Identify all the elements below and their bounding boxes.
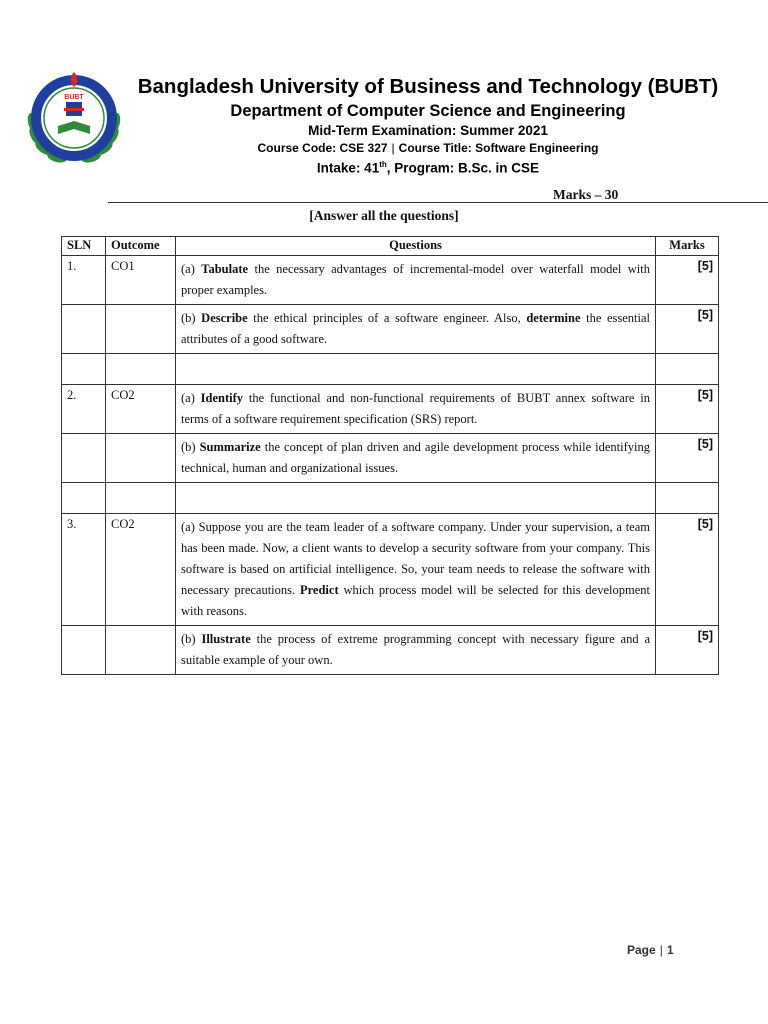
bubt-seal-icon (22, 66, 126, 170)
sln-cell (62, 305, 106, 354)
intake-ordinal: th (379, 160, 387, 169)
question-keyword: Summarize (199, 440, 261, 454)
header-questions: Questions (176, 237, 656, 256)
university-name: Bangladesh University of Business and Technology (BUBT) (137, 75, 719, 98)
question-text (176, 385, 656, 434)
question-keyword: Tabulate (201, 262, 249, 276)
part-label: (b) (181, 632, 202, 646)
page-footer (627, 943, 674, 957)
department-name: Department of Computer Science and Engineering (230, 102, 626, 120)
page-separator: | (659, 943, 663, 957)
spacer-row (62, 354, 719, 385)
table-row (62, 434, 719, 483)
marks-cell: [5] (656, 256, 719, 305)
marks-cell: [5] (656, 385, 719, 434)
table-row (62, 514, 719, 626)
sln-cell: 2. (62, 385, 106, 434)
spacer-row (62, 483, 719, 514)
question-body: the necessary advantages of incremental-model over waterfall model with proper examples. (181, 262, 650, 297)
part-label: (b) (181, 440, 200, 454)
table-row (62, 385, 719, 434)
program-label: , Program: B.Sc. in CSE (386, 160, 540, 176)
question-keyword: Predict (299, 583, 339, 597)
header-sln: SLN (62, 237, 106, 256)
part-label: (a) (181, 262, 202, 276)
question-body: (a) Suppose you are the team leader of a software company. Under your supervision, a team has been made. Now, a client wants to develop a security software from your company. This software is based on artificial intelligence. So, your team needs to release the software with necessary precautions. (181, 520, 650, 597)
question-text (176, 626, 656, 675)
university-logo (22, 66, 126, 170)
exam-title: Mid-Term Examination: Summer 2021 (308, 123, 548, 138)
course-separator: | (391, 141, 395, 155)
question-body: which process model will be selected for this development with reasons. (181, 583, 650, 618)
question-body: the process of extreme programming concept with necessary figure and a suitable example of your own. (181, 632, 650, 667)
marks-cell: [5] (656, 626, 719, 675)
marks-cell: [5] (656, 305, 719, 354)
table-row (62, 626, 719, 675)
question-text (176, 514, 656, 626)
question-body: the essential attributes of a good software. (181, 311, 651, 346)
outcome-cell: CO2 (106, 514, 176, 626)
question-body: the concept of plan driven and agile development process while identifying technical, human and organizational issues. (181, 440, 650, 475)
header-divider (108, 202, 768, 203)
question-text (176, 305, 656, 354)
outcome-cell (106, 626, 176, 675)
course-line (128, 140, 728, 156)
question-keyword: Identify (200, 391, 244, 405)
header-marks: Marks (656, 237, 719, 256)
sln-cell (62, 434, 106, 483)
part-label: (b) (181, 311, 202, 325)
course-title: Course Title: Software Engineering (398, 141, 599, 155)
header-outcome: Outcome (106, 237, 176, 256)
outcome-cell: CO1 (106, 256, 176, 305)
part-label: (a) (181, 391, 201, 405)
sln-cell: 3. (62, 514, 106, 626)
logo-text: BUBT (64, 94, 84, 101)
question-text (176, 256, 656, 305)
marks-cell: [5] (656, 434, 719, 483)
question-keyword: determine (526, 311, 581, 325)
question-body: the functional and non-functional requirements of BUBT annex software in terms of a software requirement specification (SRS) report. (181, 391, 650, 426)
total-marks: Marks – 30 (553, 187, 619, 202)
table-row (62, 256, 719, 305)
sln-cell (62, 626, 106, 675)
instruction: [Answer all the questions] (309, 208, 459, 223)
table-row (62, 305, 719, 354)
intake-line (128, 156, 728, 178)
page-label: Page (627, 943, 656, 957)
outcome-cell: CO2 (106, 385, 176, 434)
question-text (176, 434, 656, 483)
questions-table (61, 236, 719, 675)
page-number: 1 (666, 943, 674, 957)
intake-label: Intake: 41 (316, 160, 380, 176)
course-code: Course Code: CSE 327 (257, 141, 388, 155)
exam-header (128, 74, 728, 178)
question-keyword: Illustrate (201, 632, 251, 646)
question-body: the ethical principles of a software engineer. Also, (247, 311, 527, 325)
outcome-cell (106, 305, 176, 354)
outcome-cell (106, 434, 176, 483)
question-keyword: Describe (201, 311, 248, 325)
marks-cell: [5] (656, 514, 719, 626)
sln-cell: 1. (62, 256, 106, 305)
table-header-row (62, 237, 719, 256)
